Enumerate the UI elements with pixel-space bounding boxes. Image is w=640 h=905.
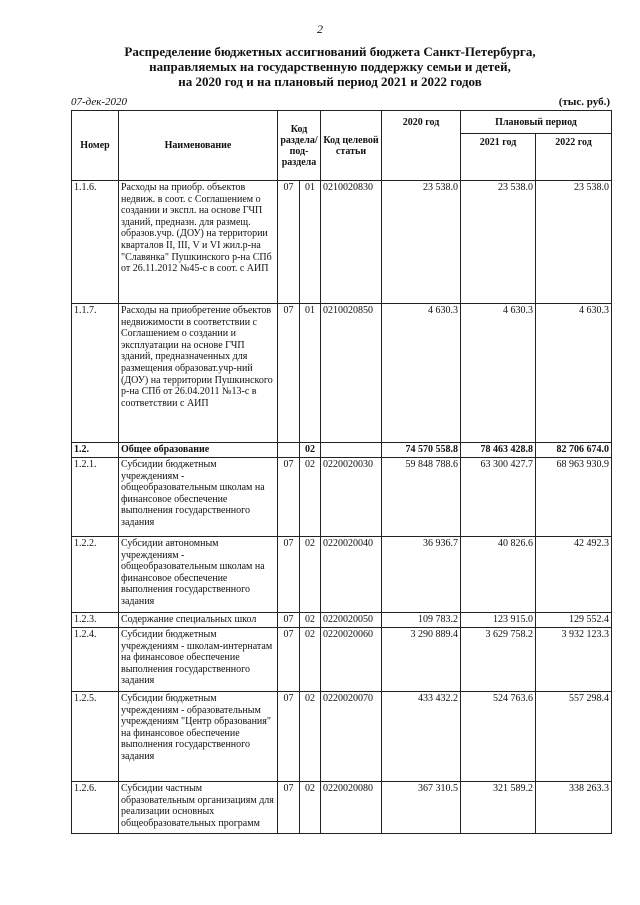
- row-target-code: 0220020060: [321, 628, 382, 692]
- row-name: Субсидии бюджетным учреждениям - школам-интернатам на финансовое обеспечение выполнения государственного задания: [119, 628, 278, 692]
- row-value-2020: 109 783.2: [382, 613, 461, 628]
- row-name: Субсидии бюджетным учреждениям - общеобразовательным школам на финансовое обеспечение выполнения государственного задания: [119, 458, 278, 537]
- row-number: 1.2.: [72, 443, 119, 458]
- row-value-2020: 433 432.2: [382, 692, 461, 782]
- header-number: Номер: [72, 111, 119, 181]
- table-row: [72, 628, 612, 692]
- table-row: [72, 181, 612, 304]
- row-section: 07: [278, 458, 300, 537]
- row-value-2021: 4 630.3: [461, 304, 536, 443]
- row-value-2020: 59 848 788.6: [382, 458, 461, 537]
- header-planned-period: Плановый период: [461, 111, 612, 134]
- row-section: 07: [278, 537, 300, 613]
- row-name: Расходы на приобр. объектов недвиж. в соот. с Соглашением о создании и экспл. на основе ГЧП зданий, предназн. для размещ. образов.учр. (ДОУ) на территории кварталов II, III, V и VI жил.р-на "Славянка" Пушкинского р-на СПб от 26.11.2012 №45-с в соот. с АИП: [119, 181, 278, 304]
- row-subsection: 02: [300, 692, 321, 782]
- table-row: [72, 537, 612, 613]
- row-target-code: 0220020050: [321, 613, 382, 628]
- row-name: Субсидии частным образовательным организациям для реализации основных общеобразовательных программ: [119, 782, 278, 834]
- row-target-code: 0210020850: [321, 304, 382, 443]
- row-value-2022: 4 630.3: [536, 304, 612, 443]
- row-value-2021: 3 629 758.2: [461, 628, 536, 692]
- title-line-1: Распределение бюджетных ассигнований бюджета Санкт-Петербурга,: [124, 44, 536, 59]
- row-section: 07: [278, 692, 300, 782]
- row-value-2021: 321 589.2: [461, 782, 536, 834]
- page-number: 2: [317, 22, 323, 36]
- row-target-code: 0220020030: [321, 458, 382, 537]
- row-name: Содержание специальных школ: [119, 613, 278, 628]
- row-value-2020: 74 570 558.8: [382, 443, 461, 458]
- row-value-2021: 123 915.0: [461, 613, 536, 628]
- row-number: 1.1.7.: [72, 304, 119, 443]
- title-line-3: на 2020 год и на плановый период 2021 и 2022 годов: [178, 74, 482, 89]
- row-name: Субсидии автономным учреждениям - общеобразовательным школам на финансовое обеспечение выполнения государственного задания: [119, 537, 278, 613]
- row-subsection: 02: [300, 537, 321, 613]
- row-value-2022: 3 932 123.3: [536, 628, 612, 692]
- row-value-2022: 42 492.3: [536, 537, 612, 613]
- row-value-2022: 129 552.4: [536, 613, 612, 628]
- row-subsection: 01: [300, 181, 321, 304]
- row-number: 1.1.6.: [72, 181, 119, 304]
- row-section: 07: [278, 304, 300, 443]
- row-number: 1.2.3.: [72, 613, 119, 628]
- row-number: 1.2.4.: [72, 628, 119, 692]
- row-target-code: 0220020080: [321, 782, 382, 834]
- header-2020: 2020 год: [382, 111, 461, 181]
- row-subsection: 02: [300, 443, 321, 458]
- row-value-2021: 78 463 428.8: [461, 443, 536, 458]
- row-value-2022: 82 706 674.0: [536, 443, 612, 458]
- row-section: [278, 443, 300, 458]
- row-value-2021: 63 300 427.7: [461, 458, 536, 537]
- table-row: [72, 782, 612, 834]
- document-date: 07-дек-2020: [71, 96, 128, 108]
- row-value-2020: 3 290 889.4: [382, 628, 461, 692]
- row-number: 1.2.2.: [72, 537, 119, 613]
- row-value-2021: 23 538.0: [461, 181, 536, 304]
- table-row: [72, 613, 612, 628]
- row-subsection: 02: [300, 613, 321, 628]
- row-value-2021: 40 826.6: [461, 537, 536, 613]
- table-row: [72, 458, 612, 537]
- units-label: (тыс. руб.): [558, 96, 610, 108]
- row-target-code: 0220020070: [321, 692, 382, 782]
- row-subsection: 02: [300, 628, 321, 692]
- row-section: 07: [278, 181, 300, 304]
- row-number: 1.2.6.: [72, 782, 119, 834]
- row-value-2022: 557 298.4: [536, 692, 612, 782]
- row-number: 1.2.1.: [72, 458, 119, 537]
- row-section: 07: [278, 628, 300, 692]
- row-section: 07: [278, 782, 300, 834]
- row-value-2020: 23 538.0: [382, 181, 461, 304]
- row-subsection: 01: [300, 304, 321, 443]
- row-target-code: 0210020830: [321, 181, 382, 304]
- row-target-code: [321, 443, 382, 458]
- document-title: [60, 44, 600, 89]
- title-line-2: направляемых на государственную поддержку семьи и детей,: [149, 59, 511, 74]
- row-value-2022: 23 538.0: [536, 181, 612, 304]
- table-row: [72, 443, 612, 458]
- row-name: Расходы на приобретение объектов недвижимости в соответствии с Соглашением о создании и эксплуатации на основе ГЧП зданий, предназначенных для размещения образоват.учр-ний (ДОУ) на территории Пушкинского р-на СПб от 26.04.2011 №13-с в соответствии с АИП: [119, 304, 278, 443]
- row-name: Субсидии бюджетным учреждениям - образовательным учреждениям "Центр образования" на финансовое обеспечение выполнения государственного задания: [119, 692, 278, 782]
- row-value-2020: 4 630.3: [382, 304, 461, 443]
- row-value-2022: 338 263.3: [536, 782, 612, 834]
- row-subsection: 02: [300, 782, 321, 834]
- row-section: 07: [278, 613, 300, 628]
- header-target-code: Код целевой статьи: [321, 111, 382, 181]
- row-value-2020: 367 310.5: [382, 782, 461, 834]
- row-subsection: 02: [300, 458, 321, 537]
- table-row: [72, 692, 612, 782]
- header-2022: 2022 год: [536, 134, 612, 181]
- row-value-2021: 524 763.6: [461, 692, 536, 782]
- row-target-code: 0220020040: [321, 537, 382, 613]
- budget-table: [71, 110, 612, 834]
- row-number: 1.2.5.: [72, 692, 119, 782]
- table-row: [72, 304, 612, 443]
- header-name: Наименование: [119, 111, 278, 181]
- row-name: Общее образование: [119, 443, 278, 458]
- row-value-2020: 36 936.7: [382, 537, 461, 613]
- header-2021: 2021 год: [461, 134, 536, 181]
- header-section-code: Код раздела/ под- раздела: [278, 111, 321, 181]
- row-value-2022: 68 963 930.9: [536, 458, 612, 537]
